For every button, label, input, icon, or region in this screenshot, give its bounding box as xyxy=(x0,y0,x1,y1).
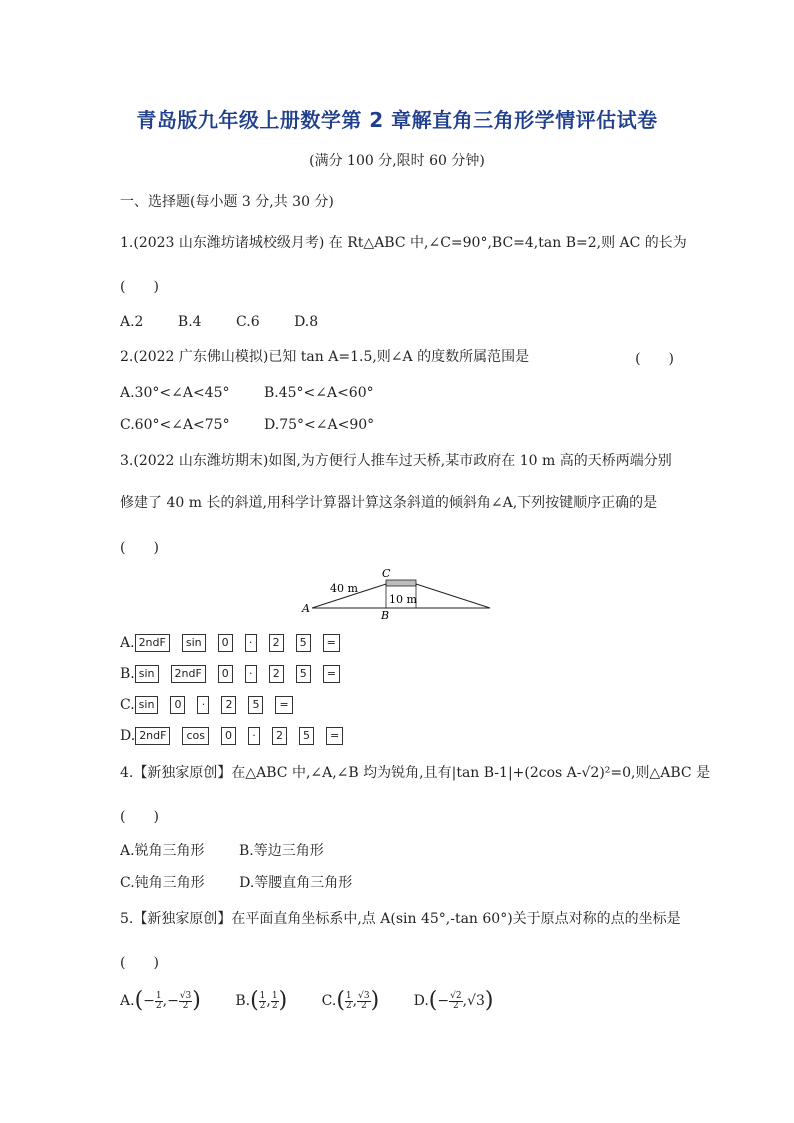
question-3-text-line1: 3.(2022 山东潍坊期末)如图,为方便行人推车过天桥,某市政府在 10 m 高的天桥两端分别 xyxy=(120,453,672,469)
label-bridge-height: 10 m xyxy=(389,593,417,606)
key-5: 5 xyxy=(299,727,314,745)
option-a: A.(− $\frac{1}{2}$ ,− $\frac{√3}{2}$ ) xyxy=(120,988,201,1013)
key-5: 5 xyxy=(248,696,263,714)
bridge-figure xyxy=(300,562,500,626)
key-sin: sin xyxy=(135,665,159,683)
right-slope-line xyxy=(416,584,490,608)
question-1-answer-blank: ( ) xyxy=(120,279,159,295)
question-3-option-a xyxy=(120,634,340,652)
question-4-options-row2 xyxy=(120,874,382,892)
key-2: 2 xyxy=(272,727,287,745)
key-dot: · xyxy=(248,727,260,745)
key-0: 0 xyxy=(170,696,185,714)
key-5: 5 xyxy=(296,665,311,683)
question-2-text: 2.(2022 广东佛山模拟)已知 tan A=1.5,则∠A 的度数所属范围是 xyxy=(120,349,530,365)
option-b: B.4 xyxy=(177,314,202,330)
key-cos: cos xyxy=(182,727,209,745)
option-letter: D. xyxy=(120,728,136,744)
question-4-text: 4.【新独家原创】在△ABC 中,∠A,∠B 均为锐角,且有|tan B-1|+(2cos A-√2)²=0,则△ABC 是 xyxy=(120,765,711,781)
option-letter: A. xyxy=(120,635,135,651)
question-5-options xyxy=(120,988,523,1014)
label-c: C xyxy=(382,567,391,580)
option-c: C.6 xyxy=(236,314,260,330)
key-sin: sin xyxy=(135,696,159,714)
label-slope-length: 40 m xyxy=(330,582,358,595)
option-b: B.45°<∠A<60° xyxy=(263,385,374,401)
option-a: A.30°<∠A<45° xyxy=(120,385,230,401)
section-heading: 一、选择题(每小题 3 分,共 30 分) xyxy=(120,194,334,210)
question-2-answer-blank: ( ) xyxy=(635,351,674,367)
label-a: A xyxy=(302,602,310,615)
question-5-answer-blank: ( ) xyxy=(120,955,159,971)
key-equals: = xyxy=(323,634,340,652)
key-dot: · xyxy=(197,696,209,714)
option-b: B.( $\frac{1}{2}$ , $\frac{1}{2}$ ) xyxy=(235,988,288,1013)
key-dot: · xyxy=(245,665,257,683)
label-b: B xyxy=(381,609,390,622)
question-4-options-row1 xyxy=(120,842,354,860)
question-1-text: 1.(2023 山东潍坊诸城校级月考) 在 Rt△ABC 中,∠C=90°,BC=4,tan B=2,则 AC 的长为 xyxy=(120,235,687,251)
key-equals: = xyxy=(326,727,343,745)
question-3-answer-blank: ( ) xyxy=(120,540,159,556)
option-d: D.75°<∠A<90° xyxy=(264,417,375,433)
question-2-options-row2 xyxy=(120,416,404,434)
option-c: C.( $\frac{1}{2}$ , $\frac{√3}{2}$ ) xyxy=(321,988,380,1013)
question-3-option-b xyxy=(120,665,340,683)
key-2: 2 xyxy=(221,696,236,714)
option-letter: B. xyxy=(120,666,135,682)
key-0: 0 xyxy=(218,665,233,683)
option-a: A.锐角三角形 xyxy=(120,843,205,859)
exam-title: 青岛版九年级上册数学第 2 章解直角三角形学情评估试卷 xyxy=(136,108,658,132)
option-d: D.(− $\frac{√2}{2}$ ,√3) xyxy=(413,988,494,1013)
option-c: C.60°<∠A<75° xyxy=(120,417,230,433)
key-2: 2 xyxy=(269,634,284,652)
option-d: D.等腰直角三角形 xyxy=(239,875,353,891)
question-3-option-c xyxy=(120,696,293,714)
key-2: 2 xyxy=(269,665,284,683)
key-equals: = xyxy=(323,665,340,683)
option-b: B.等边三角形 xyxy=(239,843,324,859)
key-2ndf: 2ndF xyxy=(135,634,170,652)
key-2ndf: 2ndF xyxy=(135,727,170,745)
key-equals: = xyxy=(275,696,292,714)
question-1-options xyxy=(120,313,348,331)
exam-subtitle: (满分 100 分,限时 60 分钟) xyxy=(309,153,485,169)
key-5: 5 xyxy=(296,634,311,652)
question-5-text: 5.【新独家原创】在平面直角坐标系中,点 A(sin 45°,-tan 60°)关于原点对称的点的坐标是 xyxy=(120,911,681,927)
option-c: C.钝角三角形 xyxy=(120,875,205,891)
question-2-options-row1 xyxy=(120,384,404,402)
question-3-text-line2: 修建了 40 m 长的斜道,用科学计算器计算这条斜道的倾斜角∠A,下列按键顺序正确的是 xyxy=(120,495,658,511)
question-4-answer-blank: ( ) xyxy=(120,809,159,825)
bridge-deck xyxy=(386,580,416,586)
key-0: 0 xyxy=(218,634,233,652)
key-0: 0 xyxy=(221,727,236,745)
option-d: D.8 xyxy=(294,314,319,330)
key-2ndf: 2ndF xyxy=(171,665,206,683)
option-a: A.2 xyxy=(120,314,144,330)
key-sin: sin xyxy=(182,634,206,652)
question-3-option-d xyxy=(120,727,343,745)
option-letter: C. xyxy=(120,697,135,713)
key-dot: · xyxy=(245,634,257,652)
